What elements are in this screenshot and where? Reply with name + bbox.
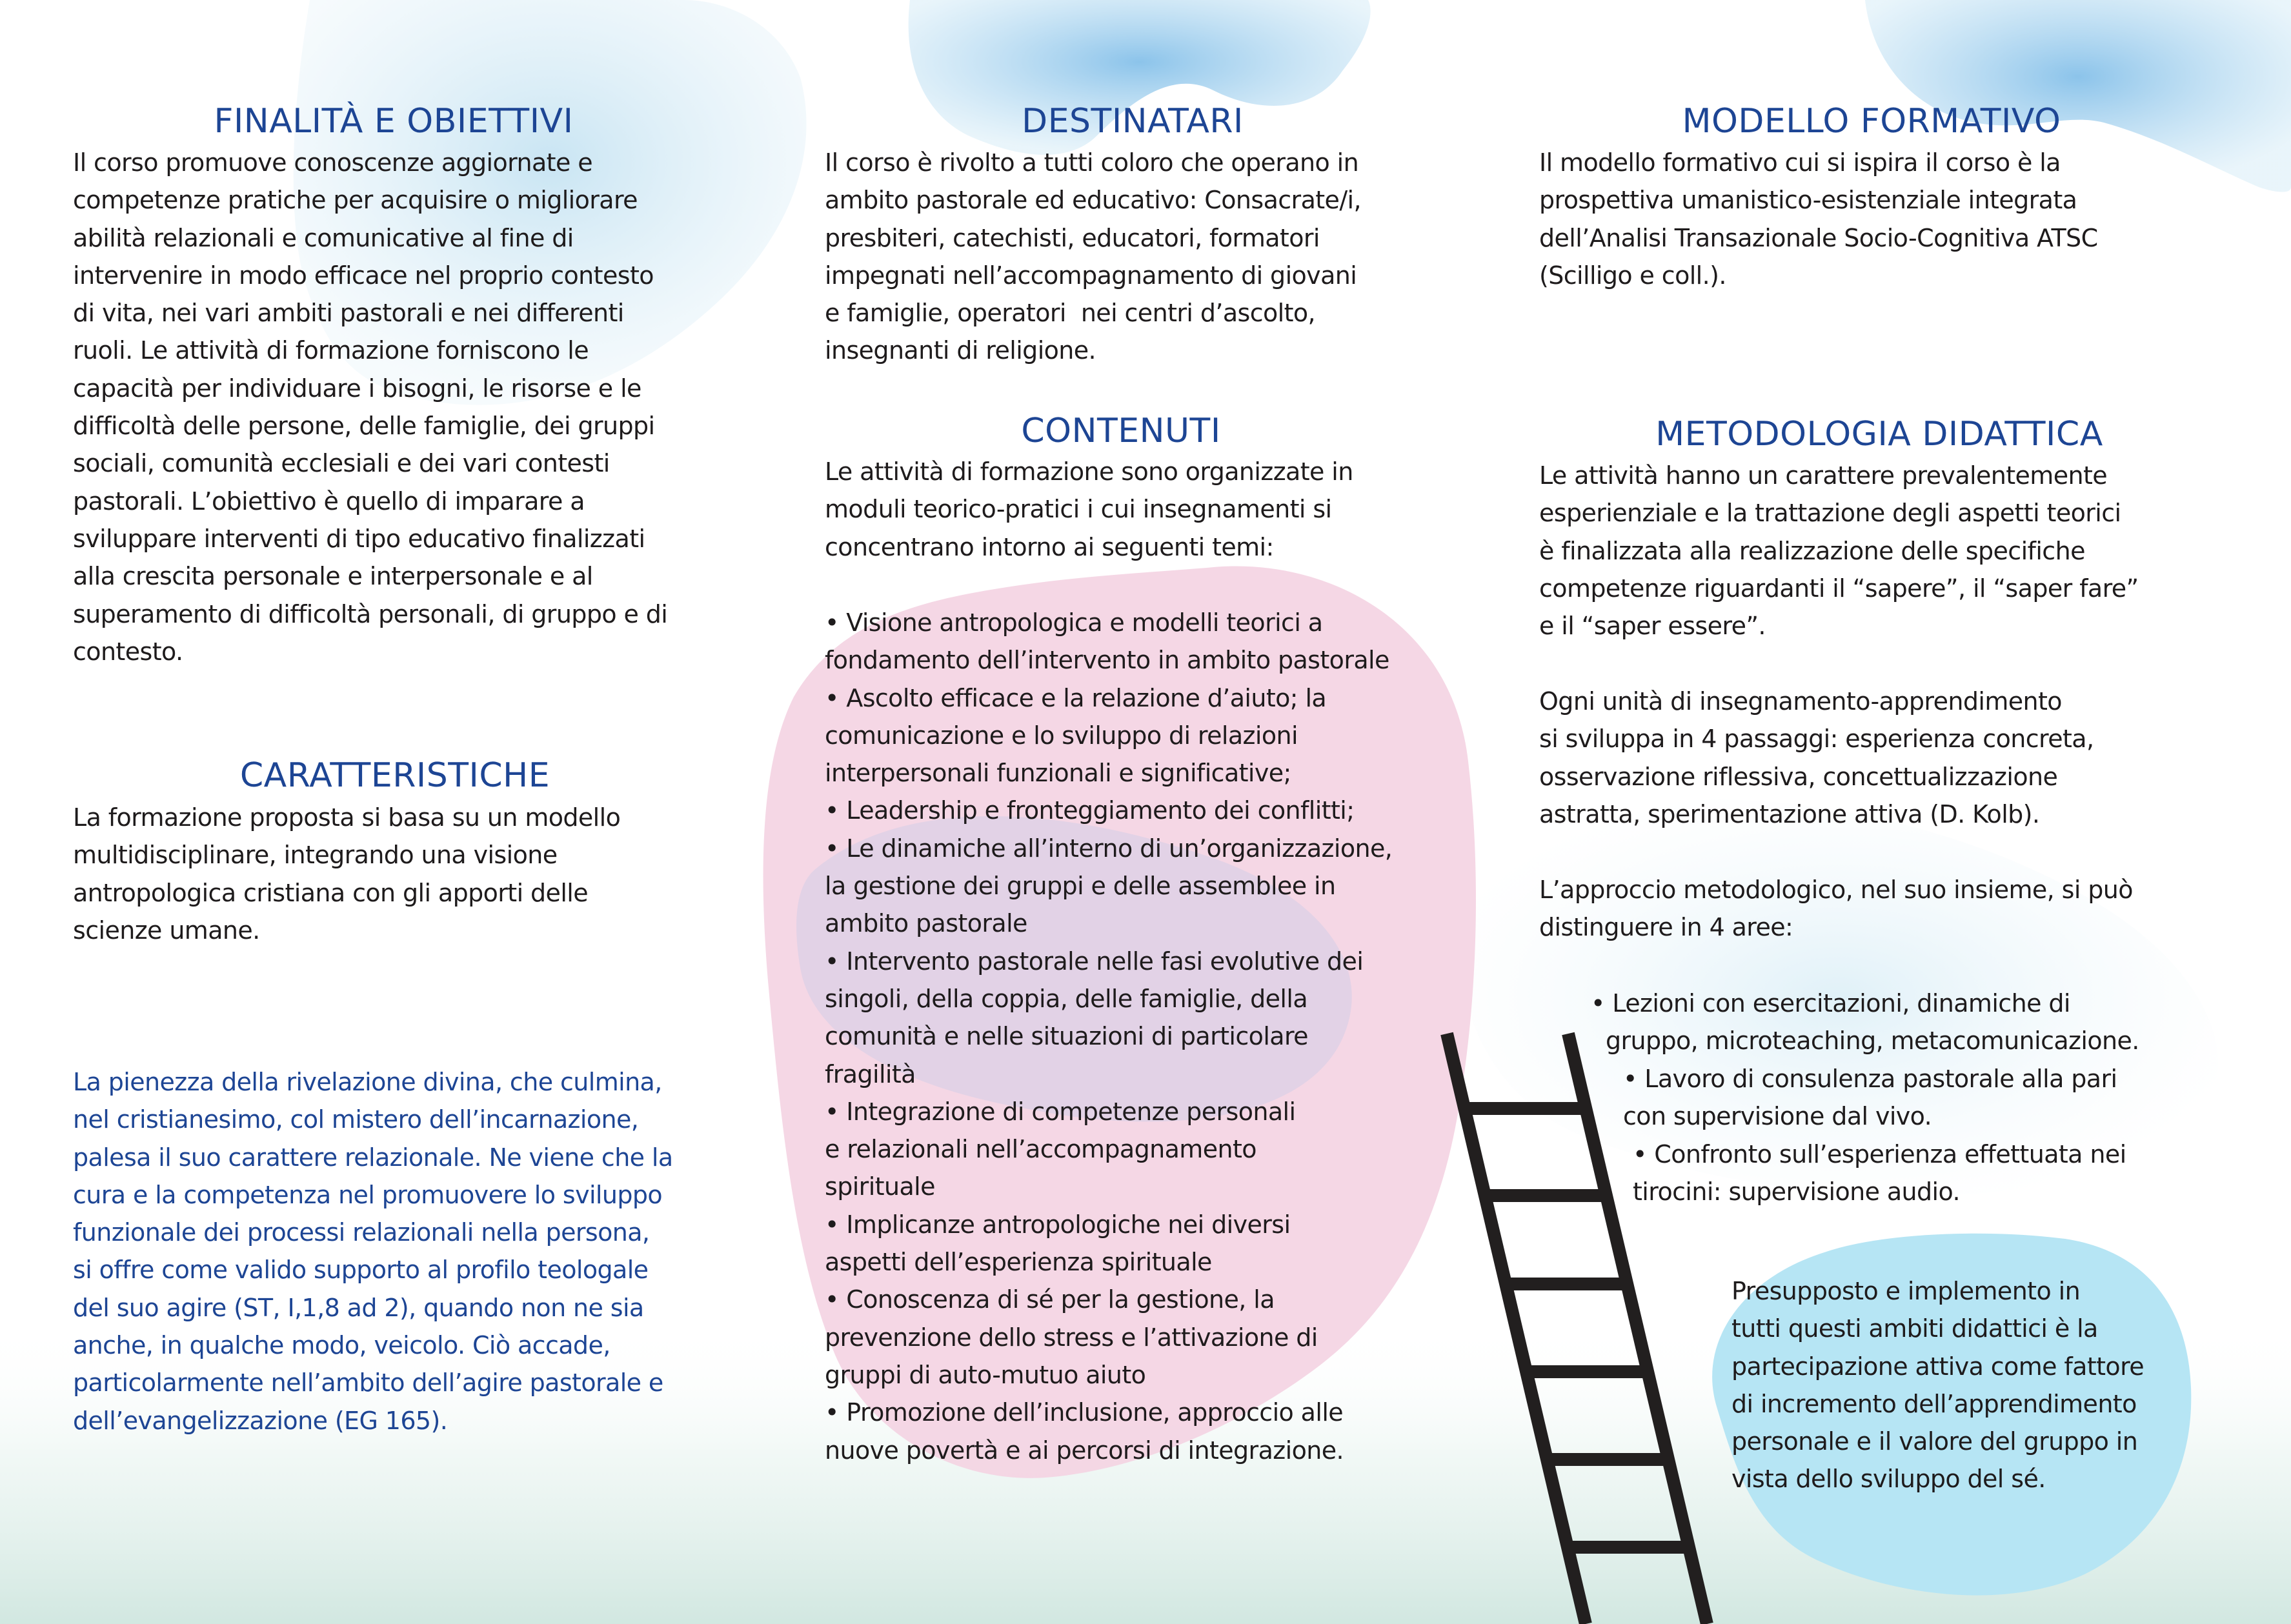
destinatari-body [825, 144, 1361, 370]
text-line: personale e il valore del gruppo in [1731, 1427, 2138, 1456]
text-line: spirituale [825, 1172, 935, 1201]
text-line: funzionale dei processi relazionali nella persona, [73, 1218, 650, 1247]
text-line: antropologica cristiana con gli apporti delle [73, 878, 589, 907]
text-line: distinguere in 4 aree: [1539, 913, 1793, 942]
text-line: cura e la competenza nel promuovere lo sviluppo [73, 1180, 663, 1209]
text-line: • Conoscenza di sé per la gestione, la [825, 1285, 1275, 1314]
text-line: di vita, nei vari ambiti pastorali e nei differenti [73, 299, 624, 328]
text-line: L’approccio metodologico, nel suo insieme, si può [1539, 876, 2133, 904]
text-line: astratta, sperimentazione attiva (D. Kolb). [1539, 799, 2040, 828]
heading-contenuti: CONTENUTI [1021, 412, 1221, 450]
text-line: capacità per individuare i bisogni, le risorse e le [73, 374, 641, 403]
text-line: osservazione riflessiva, concettualizzazione [1539, 762, 2058, 791]
text-line: • Leadership e fronteggiamento dei conflitti; [825, 796, 1355, 825]
text-line: Le attività hanno un carattere prevalentemente [1539, 461, 2108, 490]
text-line: • Le dinamiche all’interno di un’organizzazione, [825, 834, 1393, 863]
text-line: anche, in qualche modo, veicolo. Ciò accade, [73, 1331, 611, 1360]
text-line: (Scilligo e coll.). [1539, 261, 1726, 290]
text-line: Il modello formativo cui si ispira il corso è la [1539, 148, 2061, 177]
text-line: dell’Analisi Transazionale Socio-Cognitiva ATSC [1539, 223, 2098, 252]
text-line: • Lavoro di consulenza pastorale alla pari [1623, 1065, 2117, 1093]
contenuti-intro [825, 453, 1353, 566]
text-line: sociali, comunità ecclesiali e dei vari contesti [73, 449, 610, 478]
text-line: si offre come valido supporto al profilo teologale [73, 1256, 649, 1285]
text-line: contesto. [73, 637, 183, 666]
text-line: di incremento dell’apprendimento [1731, 1389, 2137, 1418]
text-line: prospettiva umanistico-esistenziale integrata [1539, 186, 2077, 215]
contenuti-topics-list [825, 604, 1392, 1469]
text-line: ruoli. Le attività di formazione forniscono le [73, 336, 589, 365]
text-line: insegnanti di religione. [825, 336, 1096, 365]
heading-metodologia: METODOLOGIA DIDATTICA [1655, 415, 2103, 454]
text-line: gruppo, microteaching, metacomunicazione. [1591, 1027, 2139, 1056]
caratteristiche-body [73, 799, 620, 949]
text-line: la gestione dei gruppi e delle assemblee in [825, 872, 1336, 901]
text-line: palesa il suo carattere relazionale. Ne viene che la [73, 1143, 673, 1172]
text-line: esperienziale e la trattazione degli aspetti teorici [1539, 499, 2121, 528]
text-line: nuove povertà e ai percorsi di integrazione. [825, 1436, 1344, 1465]
heading-caratteristiche: CARATTERISTICHE [239, 756, 550, 795]
text-line: nel cristianesimo, col mistero dell’incarnazione, [73, 1105, 639, 1134]
text-line: La formazione proposta si basa su un modello [73, 803, 621, 832]
text-line: e relazionali nell’accompagnamento [825, 1135, 1257, 1164]
area-item [1633, 1136, 2126, 1211]
text-line: concentrano intorno ai seguenti temi: [825, 532, 1274, 561]
text-line: sviluppare interventi di tipo educativo finalizzati [73, 524, 645, 553]
text-line: • Lezioni con esercitazioni, dinamiche di [1591, 989, 2070, 1018]
text-line: intervenire in modo efficace nel proprio contesto [73, 261, 654, 290]
text-line: • Confronto sull’esperienza effettuata nei [1633, 1140, 2126, 1168]
text-line: alla crescita personale e interpersonale e al [73, 562, 593, 591]
area-item [1623, 1060, 2117, 1136]
metodologia-para3 [1539, 871, 2133, 947]
text-line: particolarmente nell’ambito dell’agire pastorale e [73, 1368, 663, 1398]
text-line: comunicazione e lo sviluppo di relazioni [825, 721, 1298, 750]
text-line: pastorali. L’obiettivo è quello di imparare a [73, 486, 585, 516]
text-line: • Ascolto efficace e la relazione d’aiuto; la [825, 683, 1327, 712]
text-line: La pienezza della rivelazione divina, che culmina, [73, 1068, 662, 1096]
text-line: ambito pastorale [825, 909, 1027, 938]
text-line: competenze riguardanti il “sapere”, il “saper fare” [1539, 574, 2139, 603]
text-line: multidisciplinare, integrando una visione [73, 841, 558, 870]
text-line: • Integrazione di competenze personali [825, 1097, 1296, 1126]
finalita-body [73, 144, 667, 670]
text-line: prevenzione dello stress e l’attivazione di [825, 1323, 1318, 1352]
text-line: con supervisione dal vivo. [1623, 1102, 1932, 1131]
text-line: impegnati nell’accompagnamento di giovani [825, 261, 1357, 290]
text-line: partecipazione attiva come fattore [1731, 1352, 2145, 1381]
text-line: • Intervento pastorale nelle fasi evolutive dei [825, 947, 1364, 976]
text-line: Presupposto e implemento in [1731, 1277, 2081, 1305]
text-line: Ogni unità di insegnamento-apprendimento [1539, 687, 2062, 716]
text-line: e il “saper essere”. [1539, 612, 1766, 641]
text-line: • Visione antropologica e modelli teorici a [825, 608, 1323, 637]
text-line: Le attività di formazione sono organizzate in [825, 457, 1353, 486]
text-line: fondamento dell’intervento in ambito pastorale [825, 646, 1389, 675]
heading-destinatari: DESTINATARI [1022, 102, 1244, 141]
text-line: superamento di difficoltà personali, di gruppo e di [73, 599, 668, 628]
text-line: comunità e nelle situazioni di particolare [825, 1022, 1308, 1051]
text-line: gruppi di auto-mutuo aiuto [825, 1360, 1146, 1389]
metodologia-para1 [1539, 457, 2139, 645]
text-line: • Promozione dell’inclusione, approccio alle [825, 1398, 1344, 1427]
text-line: si sviluppa in 4 passaggi: esperienza concreta, [1539, 725, 2094, 754]
text-line: ambito pastorale ed educativo: Consacrate/i, [825, 186, 1361, 215]
text-line: presbiteri, catechisti, educatori, formatori [825, 223, 1320, 252]
text-line: moduli teorico-pratici i cui insegnamenti si [825, 495, 1332, 524]
callout-text [1731, 1272, 2144, 1498]
area-item [1591, 985, 2139, 1060]
text-line: tirocini: supervisione audio. [1633, 1178, 1960, 1207]
text-line: difficoltà delle persone, delle famiglie, dei gruppi [73, 412, 655, 441]
text-line: fragilità [825, 1059, 916, 1088]
heading-finalita: FINALITÀ E OBIETTIVI [214, 102, 574, 141]
text-line: del suo agire (ST, I,1,8 ad 2), quando non ne sia [73, 1293, 644, 1322]
text-line: interpersonali funzionali e significative; [825, 759, 1291, 788]
text-line: competenze pratiche per acquisire o migliorare [73, 186, 638, 215]
text-line: scienze umane. [73, 916, 260, 945]
modello-body [1539, 144, 2098, 294]
theological-quote [73, 1063, 673, 1439]
text-line: • Implicanze antropologiche nei diversi [825, 1210, 1291, 1239]
text-line: Il corso promuove conoscenze aggiornate e [73, 148, 593, 177]
text-line: e famiglie, operatori nei centri d’ascolto, [825, 299, 1316, 328]
heading-modello-formativo: MODELLO FORMATIVO [1682, 102, 2061, 141]
text-line: tutti questi ambiti didattici è la [1731, 1314, 2098, 1343]
text-line: dell’evangelizzazione (EG 165). [73, 1406, 448, 1435]
text-line: aspetti dell’esperienza spirituale [825, 1248, 1212, 1277]
text-line: singoli, della coppia, delle famiglie, della [825, 984, 1308, 1013]
text-line: abilità relazionali e comunicative al fine di [73, 223, 574, 252]
metodologia-para2 [1539, 683, 2094, 833]
text-line: Il corso è rivolto a tutti coloro che operano in [825, 148, 1359, 177]
text-line: vista dello sviluppo del sé. [1731, 1465, 2046, 1494]
text-line: è finalizzata alla realizzazione delle specifiche [1539, 536, 2085, 565]
